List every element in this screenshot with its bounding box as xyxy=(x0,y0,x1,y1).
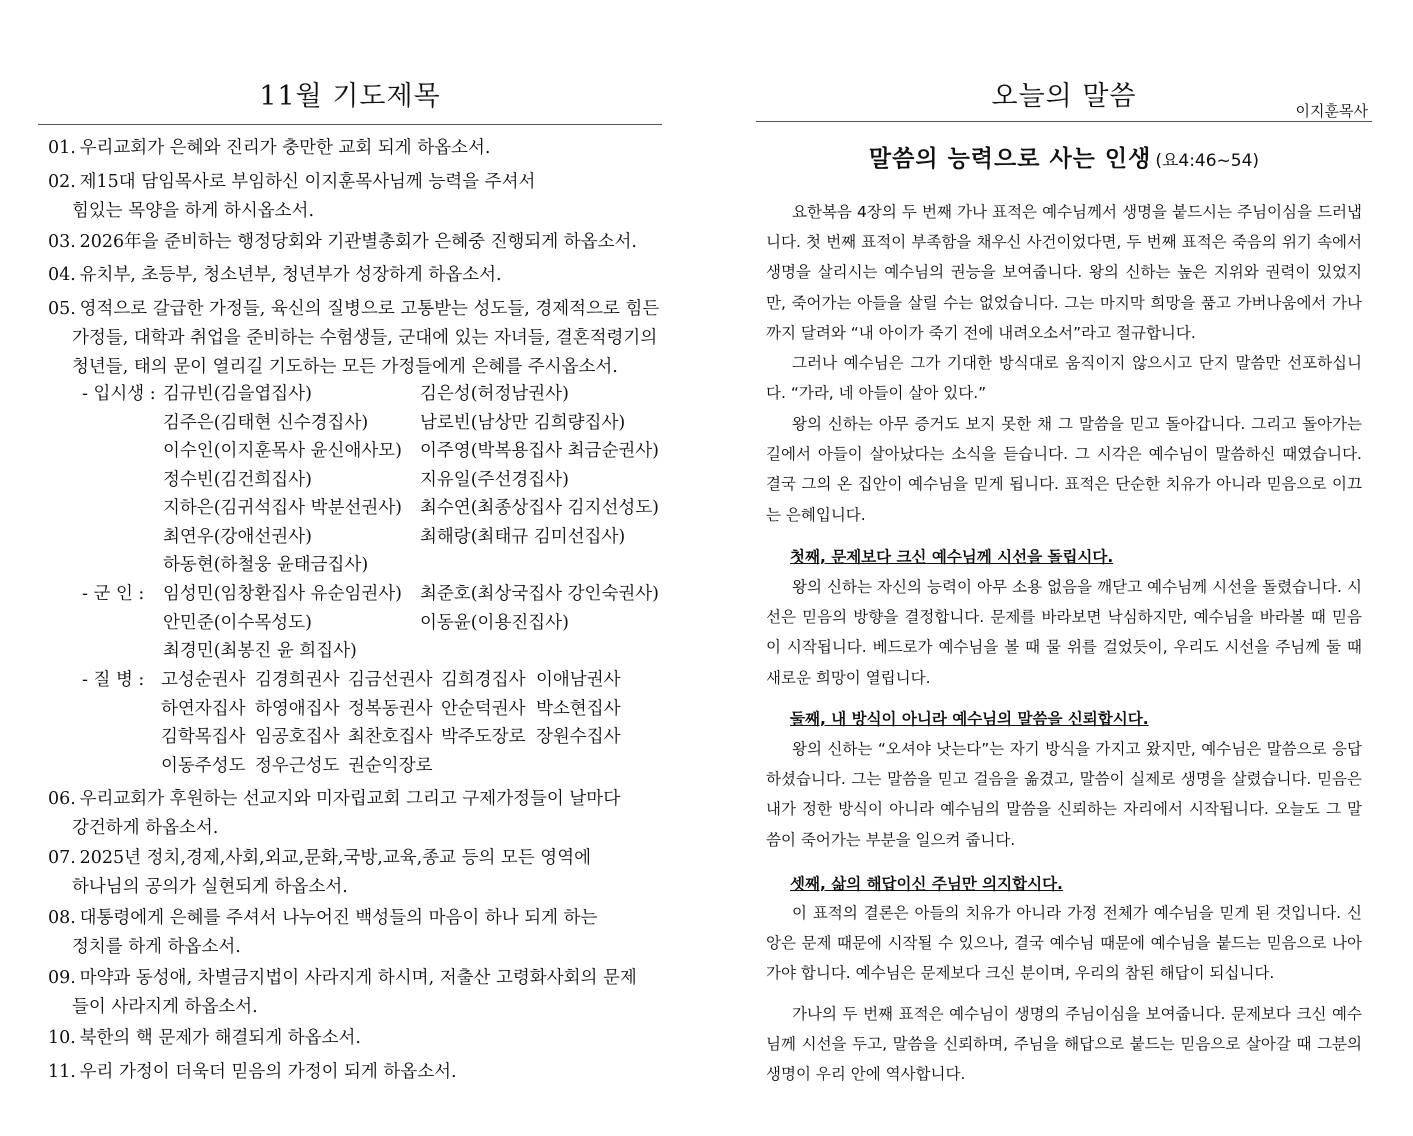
name-entry: 정우근성도 xyxy=(255,755,340,776)
name-entry: 이주영(박복용집사 최금순권사) xyxy=(420,441,659,461)
prayer-text: 제15대 담임목사로 부임하신 이지훈목사님께 능력을 주셔서 xyxy=(79,172,536,192)
prayer-text: 영적으로 갈급한 가정들, 육신의 질병으로 고통받는 성도들, 경제적으로 힘든 xyxy=(79,299,660,319)
prayer-text: 우리교회가 은혜와 진리가 충만한 교회 되게 하옵소서. xyxy=(79,138,491,158)
name-entry: 이수인(이지훈목사 윤신애사모) xyxy=(163,441,402,461)
prayer-text: 유치부, 초등부, 청소년부, 청년부가 성장하게 하옵소서. xyxy=(79,265,502,285)
prayer-text-cont: 하나님의 공의가 실현되게 하옵소서. xyxy=(72,877,348,897)
sermon-paragraph: 왕의 신하는 “오셔야 낫는다”는 자기 방식을 가지고 왔지만, 예수님은 말씀으로 응답하셨습니다. 그는 말씀을 믿고 걸음을 옮겼고, 말씀이 실제로 생명을 살렸습니다. 믿음은 내가 정한 방식이 아니라 예수님의 말씀을 신뢰하는 자리에서 시작됩니다. 오늘도 그 말씀이 죽어가는 부분을 일으켜 줍니다. xyxy=(766,740,1362,849)
name-entry: 최찬호집사 xyxy=(348,727,433,747)
sermon-point-heading: 첫째, 문제보다 크신 예수님께 시선을 돌립시다. xyxy=(790,548,1114,566)
name-entry: 최연우(강애선권사) xyxy=(163,526,312,547)
name-entry: 임성민(임창환집사 유순임권사) xyxy=(163,584,402,604)
author-name: 이지훈목사 xyxy=(1295,102,1368,120)
sermon-point-heading: 둘째, 내 방식이 아니라 예수님의 말씀을 신뢰합시다. xyxy=(790,710,1149,728)
name-entry: 장원수집사 xyxy=(536,727,621,747)
prayer-number: 05. xyxy=(48,299,76,319)
sermon-paragraph: 왕의 신하는 아무 증거도 보지 못한 채 그 말씀을 믿고 돌아갑니다. 그리고 돌아가는 길에서 아들이 살아났다는 소식을 듣습니다. 그 시각은 예수님이 말씀하신 때였습니다. 결국 그의 온 집안이 예수님을 믿게 됩니다. 표적은 단순한 치유가 아니라 믿음으로 이끄는 은혜입니다. xyxy=(766,415,1362,524)
name-entry: 남로빈(남상만 김희량집사) xyxy=(420,412,626,433)
name-entry: 지하은(김귀석집사 박분선권사) xyxy=(163,498,402,518)
prayer-number: 08. xyxy=(48,908,76,928)
prayer-item-03 xyxy=(48,228,662,257)
prayer-text-cont: 정치를 하게 하옵소서. xyxy=(72,937,241,957)
prayer-text-cont: 강건하게 하옵소서. xyxy=(72,818,219,838)
sermon-heading xyxy=(756,140,1372,173)
name-entry: 박주도장로 xyxy=(441,727,526,747)
name-entry: 김은성(허정남권사) xyxy=(420,384,569,404)
prayer-item-11 xyxy=(48,1058,662,1087)
name-entry: 지유일(주선경집사) xyxy=(420,469,569,490)
name-entry: 안민준(이수목성도) xyxy=(163,612,312,633)
name-entry: 최준호(최상국집사 강인숙권사) xyxy=(420,584,659,604)
sermon-paragraph: 그러나 예수님은 그가 기대한 방식대로 움직이지 않으시고 단지 말씀만 선포하십니다. “가라, 네 아들이 살아 있다.” xyxy=(766,354,1362,403)
prayer-text: 2026年을 준비하는 행정당회와 기관별총회가 은혜중 진행되게 하옵소서. xyxy=(79,232,637,252)
prayer-text: 대통령에게 은혜를 주셔서 나누어진 백성들의 마음이 하나 되게 하는 xyxy=(79,908,598,928)
name-entry: 하연자집사 xyxy=(161,698,246,719)
prayer-item-04 xyxy=(48,261,662,290)
sermon-section-title: 오늘의 말씀 xyxy=(991,81,1137,112)
name-entry: 권순익장로 xyxy=(348,755,433,776)
name-entry: 정수빈(김건희집사) xyxy=(163,469,312,490)
name-entry: 임공호집사 xyxy=(255,727,340,747)
prayer-number: 07. xyxy=(48,848,76,868)
sermon-paragraph: 왕의 신하는 자신의 능력이 아무 소용 없음을 깨닫고 예수님께 시선을 돌렸습니다. 시선은 믿음의 방향을 결정합니다. 문제를 바라보면 낙심하지만, 예수님을 바라볼 때 믿음이 시작됩니다. 베드로가 예수님을 볼 때 물 위를 걸었듯이, 우리도 시선을 주님께 둘 때 새로운 희망이 열립니다. xyxy=(766,578,1362,687)
title-divider xyxy=(38,124,662,125)
name-entry: 박소현집사 xyxy=(536,698,621,719)
name-entry: 안순덕권사 xyxy=(441,698,526,719)
sermon-paragraph: 이 표적의 결론은 아들의 치유가 아니라 가정 전체가 예수님을 믿게 된 것입니다. 신앙은 문제 때문에 시작될 수 있으나, 결국 예수님 때문에 예수님을 붙드는 믿음으로 나아가야 합니다. 예수님은 문제보다 크신 분이며, 우리의 참된 해답이 되십니다. xyxy=(766,904,1362,983)
group-label: - 군 인 : xyxy=(82,584,145,604)
sermon-point-heading: 셋째, 삶의 해답이신 주님만 의지합시다. xyxy=(790,875,1063,893)
prayer-item-07 xyxy=(48,844,662,902)
prayer-number: 10. xyxy=(48,1028,76,1048)
prayer-text-cont: 청년들, 태의 문이 열리길 기도하는 모든 가정들에게 은혜를 주시옵소서. xyxy=(72,357,618,377)
prayer-text-cont: 들이 사라지게 하옵소서. xyxy=(72,997,258,1017)
group-label: - 질 병 : xyxy=(82,670,145,690)
prayer-text: 우리교회가 후원하는 선교지와 미자립교회 그리고 구제가정들이 날마다 xyxy=(79,789,621,809)
sermon-paragraph: 가나의 두 번째 표적은 예수님이 생명의 주님이심을 보여줍니다. 문제보다 크신 예수님께 시선을 두고, 말씀을 신뢰하며, 주님을 해답으로 붙드는 믿음으로 살아갈 때 그분의 생명이 우리 안에 역사합니다. xyxy=(766,1005,1362,1084)
prayer-number: 01. xyxy=(48,138,76,158)
name-entry: 고성순권사 xyxy=(161,670,246,690)
name-entry: 이동주성도 xyxy=(161,755,246,776)
prayer-text: 마약과 동성애, 차별금지법이 사라지게 하시며, 저출산 고령화사회의 문제 xyxy=(79,968,637,988)
name-entry: 하영애집사 xyxy=(255,698,340,719)
prayer-item-08 xyxy=(48,904,662,962)
name-entry: 김주은(김태현 신수경집사) xyxy=(163,412,369,433)
prayer-item-02 xyxy=(48,168,662,226)
sermon-title: 말씀의 능력으로 사는 인생 xyxy=(868,146,1152,172)
name-entry: 김학목집사 xyxy=(161,727,246,747)
name-entry: 정복동권사 xyxy=(348,698,433,719)
name-entry: 하동현(하철웅 윤태금집사) xyxy=(163,555,369,575)
name-entry: 김금선권사 xyxy=(348,670,433,690)
name-entry: 김희경집사 xyxy=(441,670,526,690)
prayer-number: 03. xyxy=(48,232,76,252)
prayer-item-10 xyxy=(48,1024,662,1053)
scripture-reference: (요4:46~54) xyxy=(1155,151,1260,171)
prayer-number: 09. xyxy=(48,968,76,988)
name-entry: 최해랑(최태규 김미선집사) xyxy=(420,526,626,547)
name-entry: 최경민(최봉진 윤 희집사) xyxy=(163,641,357,661)
prayer-text: 북한의 핵 문제가 해결되게 하옵소서. xyxy=(79,1028,361,1048)
name-entry: 최수연(최종상집사 김지선성도) xyxy=(420,498,659,518)
prayer-number: 06. xyxy=(48,789,76,809)
prayer-number: 04. xyxy=(48,265,76,285)
prayer-topics-title: 11월 기도제목 xyxy=(259,81,441,112)
group-label: - 입시생 : xyxy=(82,384,156,404)
prayer-text-cont: 가정들, 대학과 취업을 준비하는 수험생들, 군대에 있는 자녀들, 결혼적령기의 xyxy=(72,328,658,348)
prayer-text: 2025년 정치,경제,사회,외교,문화,국방,교육,종교 등의 모든 영역에 xyxy=(79,848,592,868)
title-divider xyxy=(756,121,1372,122)
prayer-number: 11. xyxy=(48,1062,76,1082)
prayer-item-05 xyxy=(48,295,662,382)
prayer-number: 02. xyxy=(48,172,76,192)
name-entry: 김경희권사 xyxy=(255,670,340,690)
sermon-paragraph: 요한복음 4장의 두 번째 가나 표적은 예수님께서 생명을 붙드시는 주님이심을 드러냅니다. 첫 번째 표적이 부족함을 채우신 사건이었다면, 두 번째 표적은 죽음의 위기 속에서 생명을 살리시는 예수님의 권능을 보여줍니다. 왕의 신하는 높은 지위와 권력이 있었지만, 죽어가는 아들을 살릴 수는 없었습니다. 그는 마지막 희망을 품고 가버나움에서 가나까지 달려와 “내 아이가 죽기 전에 내려오소서”라고 절규합니다. xyxy=(766,203,1362,342)
name-entry: 이동윤(이용진집사) xyxy=(420,612,569,633)
prayer-item-09 xyxy=(48,964,662,1022)
prayer-item-06 xyxy=(48,785,662,843)
prayer-text: 우리 가정이 더욱더 믿음의 가정이 되게 하옵소서. xyxy=(79,1062,457,1082)
name-entry: 김규빈(김을엽집사) xyxy=(163,384,312,404)
prayer-item-01 xyxy=(48,134,662,163)
name-entry: 이애남권사 xyxy=(536,670,621,690)
prayer-text-cont: 힘있는 목양을 하게 하시옵소서. xyxy=(72,201,315,221)
